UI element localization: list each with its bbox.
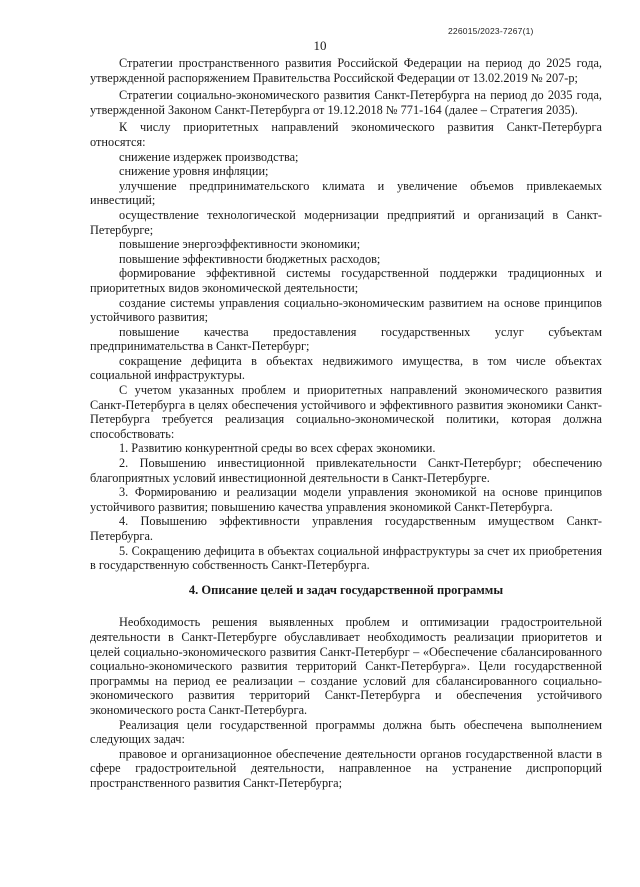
list-item: улучшение предпринимательского климата и увеличение объемов привлекаемых инвестиций;: [90, 178, 602, 208]
list-item: повышение энергоэффективности экономики;: [119, 237, 361, 252]
list-item: формирование эффективной системы государственной поддержки традиционных и приоритетных видов экономической деятельности;: [90, 266, 602, 295]
numbered-item: 4. Повышению эффективности управления государственным имуществом Санкт-Петербурга.: [90, 514, 602, 543]
list-item: снижение уровня инфляции;: [119, 164, 269, 179]
numbered-item: 5. Сокращению дефицита в объектах социальной инфраструктуры за счет их приобретения в государственную собственность Санкт-Петербурга.: [90, 543, 602, 573]
list-item: сокращение дефицита в объектах недвижимого имущества, в том числе объектах социальной инфраструктуры.: [90, 353, 602, 383]
document-body: [90, 56, 602, 791]
section-heading: 4. Описание целей и задач государственной программы: [188, 582, 504, 597]
priorities-list: [90, 150, 602, 384]
numbered-item: 2. Повышению инвестиционной привлекательности Санкт-Петербург; обеспечению благоприятных условий инвестиционной деятельности в Санкт-Петербурге.: [90, 456, 602, 485]
page-number: 10: [313, 38, 327, 53]
list-item: снижение издержек производства;: [119, 149, 299, 164]
numbered-item: 1. Развитию конкурентной среды во всех сферах экономики.: [119, 441, 436, 456]
intro-paragraph: К числу приоритетных направлений экономического развития Санкт-Петербурга относятся:: [90, 120, 602, 149]
list-item: создание системы управления социально-экономическим развитием на основе принципов устойчивого развития;: [90, 295, 602, 325]
numbered-item: 3. Формированию и реализации модели управления экономикой на основе принципов устойчивого развития; повышению качества управления экономикой Санкт-Петербурга.: [90, 485, 602, 514]
document-registration-number: 226015/2023-7267(1): [448, 26, 534, 36]
intro-paragraph: Стратегии пространственного развития Российской Федерации на период до 2025 года, утвержденной распоряжением Правительства Российской Федерации от 13.02.2019 № 207-р;: [90, 56, 602, 85]
list-item: повышение качества предоставления государственных услуг субъектам предпринимательства в Санкт-Петербург;: [90, 324, 602, 354]
list-item: повышение эффективности бюджетных расходов;: [119, 251, 381, 266]
intro-paragraph: Стратегии социально-экономического развития Санкт-Петербурга на период до 2035 года, утвержденной Законом Санкт-Петербурга от 19.12.2018 № 771-164 (далее – Стратегия 2035).: [90, 88, 602, 117]
section-paragraph: правовое и организационное обеспечение деятельности органов государственной власти в сфере градостроительной деятельности, направленное на устранение диспропорций пространственного развития Санкт-Петербурга;: [90, 746, 602, 790]
policy-paragraph: С учетом указанных проблем и приоритетных направлений экономического развития Санкт-Петербурга в целях обеспечения устойчивого и эффективного развития экономики Санкт-Петербурга требуется реализация социально-экономической политики, которая должна способствовать:: [90, 383, 602, 441]
section-paragraph: Реализация цели государственной программы должна быть обеспечена выполнением следующих задач:: [90, 717, 602, 747]
numbered-list: [90, 441, 602, 572]
list-item: осуществление технологической модернизации предприятий и организаций в Санкт-Петербурге;: [90, 207, 602, 237]
section-paragraph: Необходимость решения выявленных проблем и оптимизации градостроительной деятельности в Санкт-Петербурге обуславливает необходимость реализации приоритетов и целей социально-экономического развития Санкт-Петербург – «Обеспечение сбалансированного социально-экономического развития территорий Санкт-Петербурга». Цели государственной программы на период ее реализации – создание условий для сбалансированного социально-экономического развития территорий Санкт-Петербурга и обеспечения устойчивого экономического роста Санкт-Петербурга.: [90, 615, 602, 717]
